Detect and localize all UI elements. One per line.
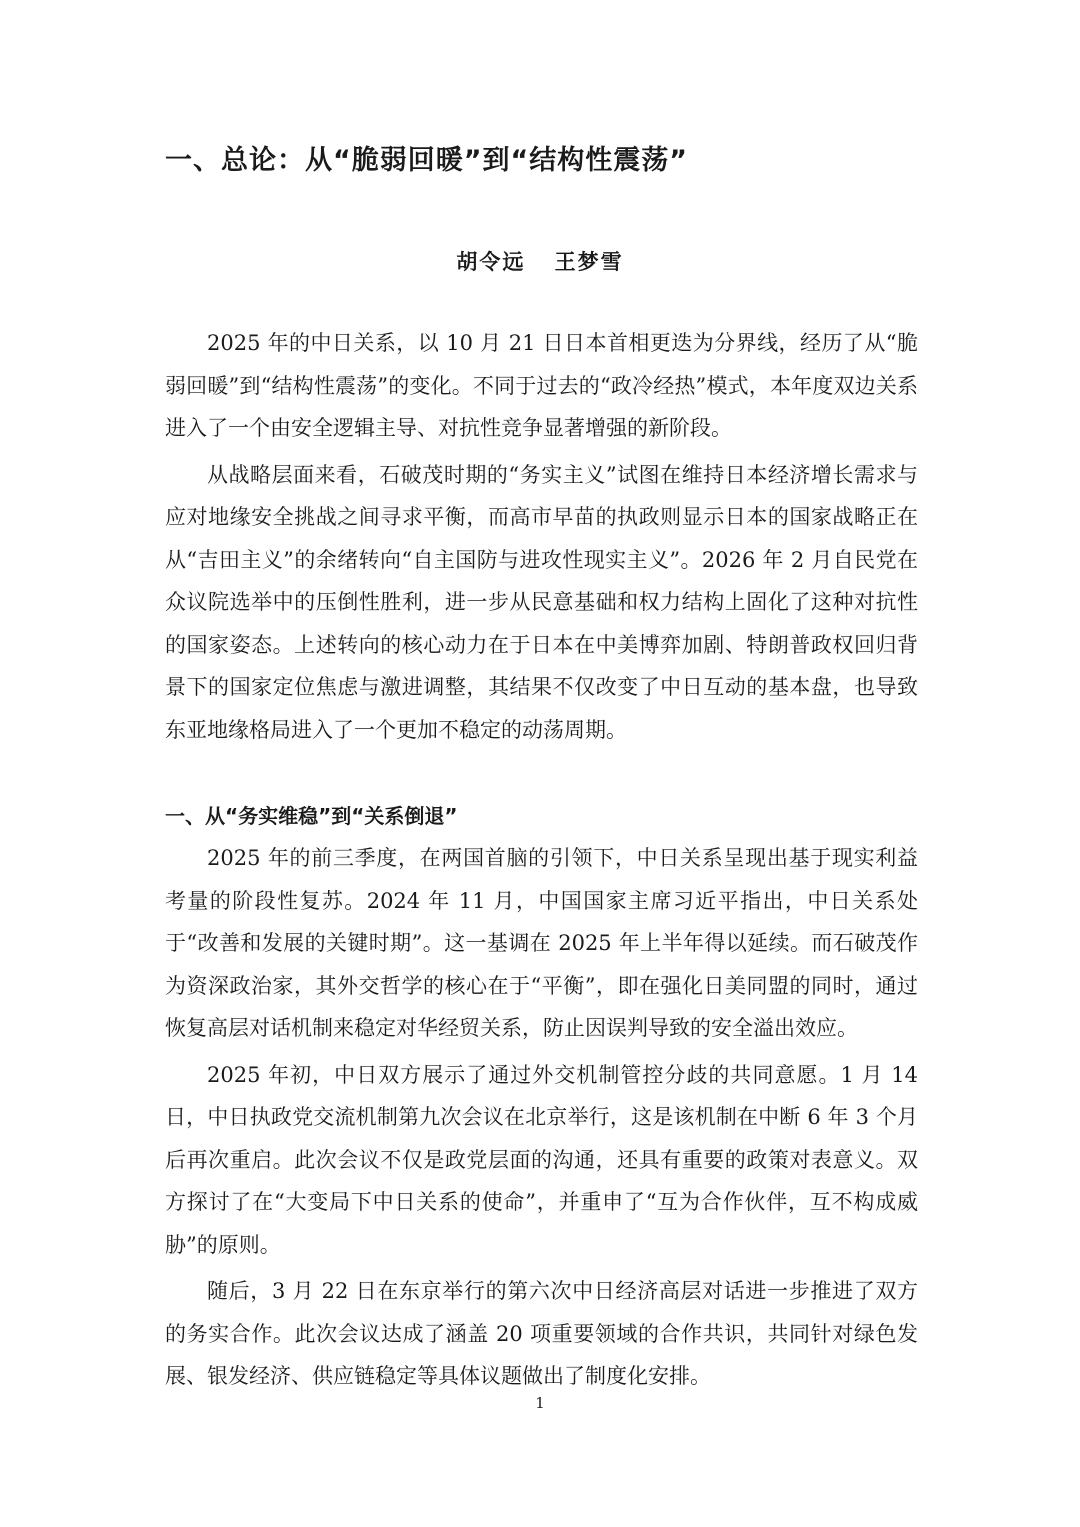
author-name: 胡令远 [456,250,526,274]
section-body [165,837,918,1402]
paragraph: 2025 年的中日关系，以 10 月 21 日日本首相更迭为分界线，经历了从“脆弱回暖”到“结构性震荡”的变化。不同于过去的“政冷经热”模式，本年度双边关系进入了一个由安全逻辑主导、对抗性竞争显著增强的新阶段。 [165,331,918,440]
author-line [0,246,1080,276]
paragraph: 随后，3 月 22 日在东京举行的第六次中日经济高层对话进一步推进了双方的务实合作。此次会议达成了涵盖 20 项重要领域的合作共识，共同针对绿色发展、银发经济、供应链稳定等具体议题做出了制度化安排。 [165,1279,918,1388]
author-name: 王梦雪 [554,250,624,274]
intro-section [165,322,918,755]
paragraph: 2025 年的前三季度，在两国首脑的引领下，中日关系呈现出基于现实利益考量的阶段性复苏。2024 年 11 月，中国国家主席习近平指出，中日关系处于“改善和发展的关键时期”。这一基调在 2025 年上半年得以延续。而石破茂作为资深政治家，其外交哲学的核心在于“平衡”，即在强化日美同盟的同时，通过恢复高层对话机制来稳定对华经贸关系，防止因误判导致的安全溢出效应。 [165,846,918,1040]
section-heading: 一、从“务实维稳”到“关系倒退” [165,804,458,828]
page-title: 一、总论：从“脆弱回暖”到“结构性震荡” [165,145,688,176]
paragraph: 2025 年初，中日双方展示了通过外交机制管控分歧的共同意愿。1 月 14 日，中日执政党交流机制第九次会议在北京举行，这是该机制在中断 6 年 3 个月后再次重启。此次会议不仅是政党层面的沟通，还具有重要的政策对表意义。双方探讨了在“大变局下中日关系的使命”，并重申了“互为合作伙伴，互不构成威胁”的原则。 [165,1062,918,1257]
page-number: 1 [535,1394,545,1412]
paragraph: 从战略层面来看，石破茂时期的“务实主义”试图在维持日本经济增长需求与应对地缘安全挑战之间寻求平衡，而高市早苗的执政则显示日本的国家战略正在从“吉田主义”的余绪转向“自主国防与进攻性现实主义”。2026 年 2 月自民党在众议院选举中的压倒性胜利，进一步从民意基础和权力结构上固化了这种对抗性的国家姿态。上述转向的核心动力在于日本在中美博弈加剧、特朗普政权回归背景下的国家定位焦虑与激进调整，其结果不仅改变了中日互动的基本盘，也导致东亚地缘格局进入了一个更加不稳定的动荡周期。 [165,462,918,742]
